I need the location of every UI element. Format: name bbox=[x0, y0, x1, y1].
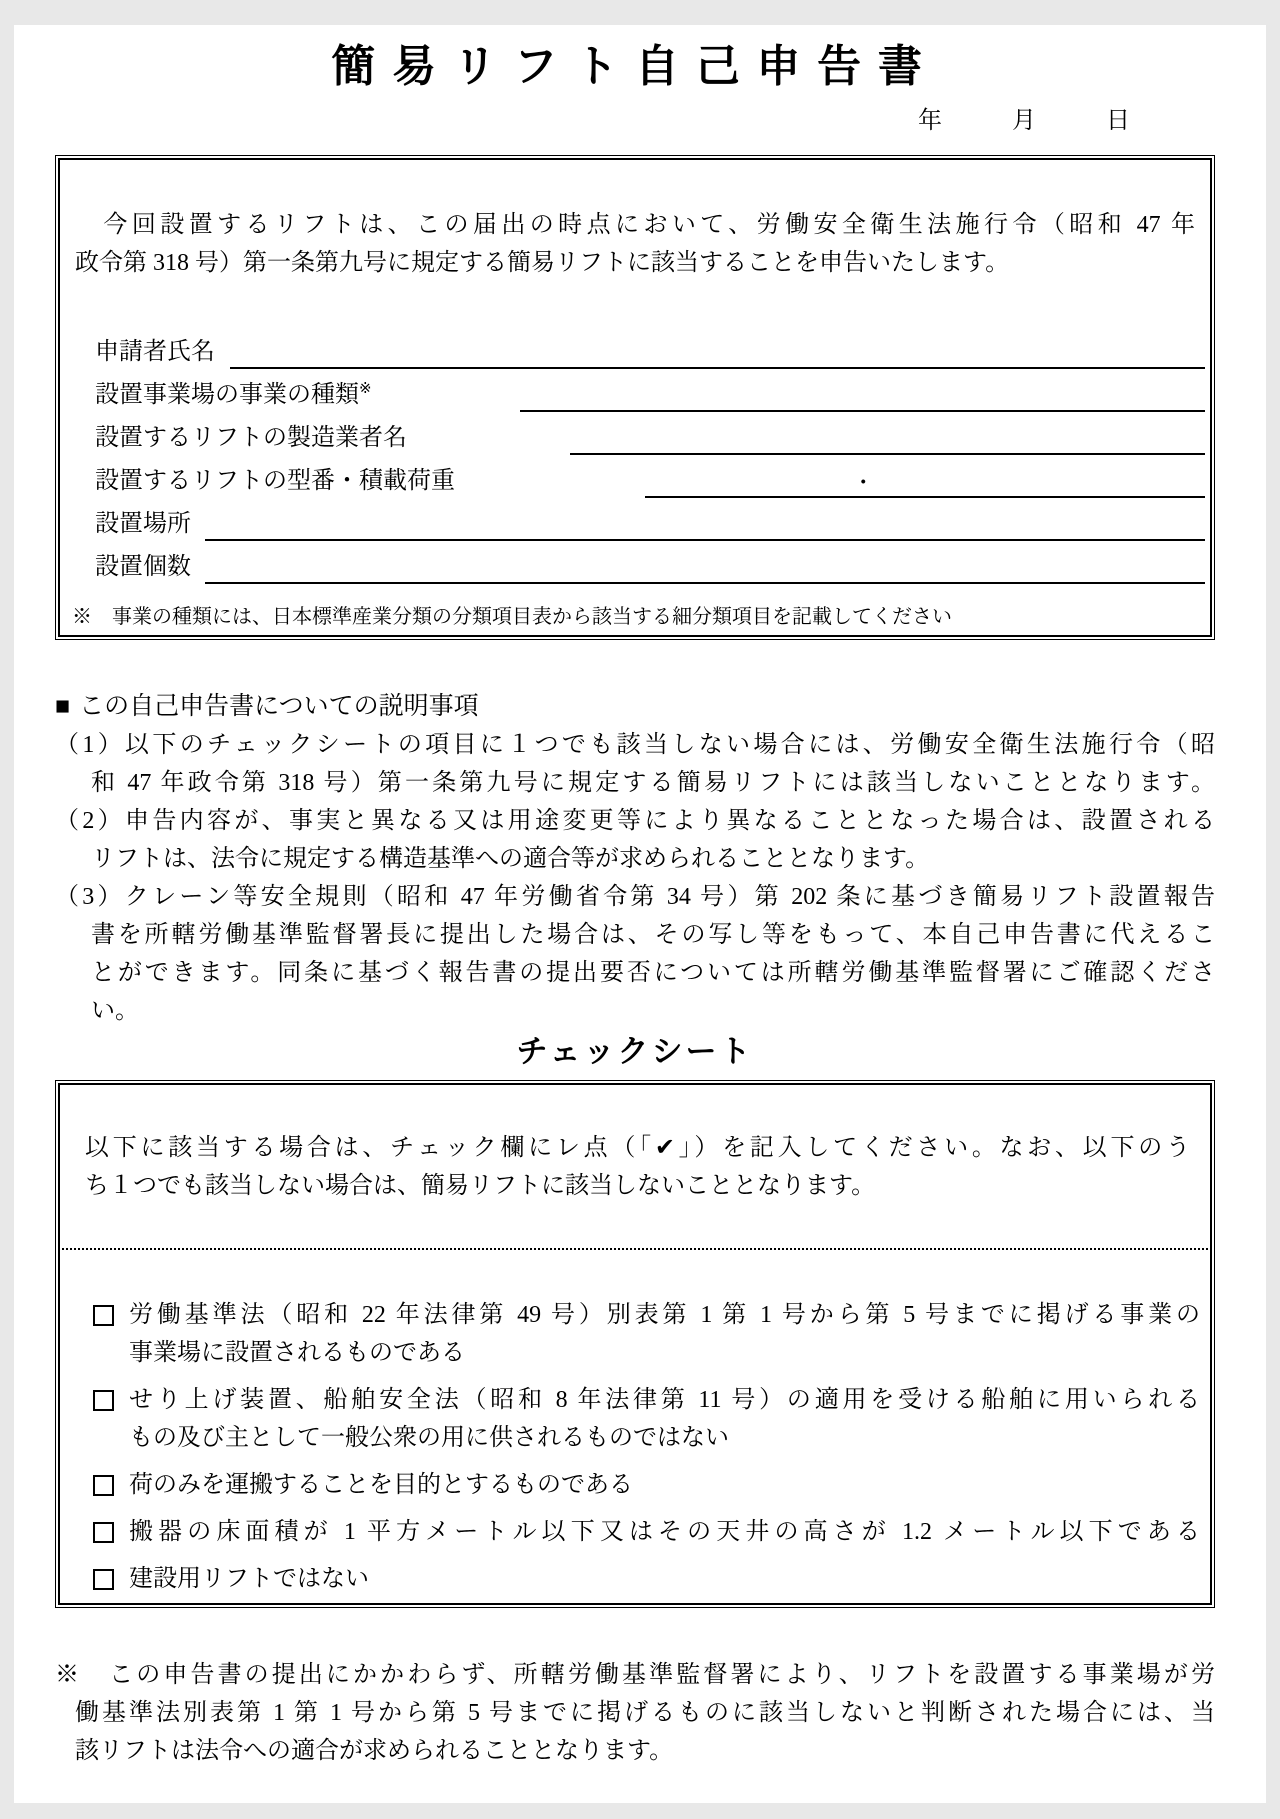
field-row-model-capacity bbox=[95, 455, 1205, 498]
install-count-label: 設置個数 bbox=[95, 554, 191, 580]
document-page bbox=[14, 25, 1266, 1803]
check-item-cargo-only bbox=[93, 1466, 1200, 1504]
black-square-icon: ■ bbox=[55, 692, 71, 720]
checkbox-cargo-only[interactable] bbox=[93, 1475, 114, 1496]
declaration-paragraph-line: 政令第 318 号）第一条第九号に規定する簡易リフトに該当することを申告いたします。 bbox=[75, 250, 1010, 276]
checkbox-floor-area[interactable] bbox=[93, 1522, 114, 1543]
business-type-label-text: 設置事業場の事業の種類 bbox=[95, 382, 359, 408]
check-list bbox=[60, 1296, 1210, 1598]
checksheet-intro-line: 以下に該当する場合は、チェック欄にレ点（「✔」）を記入してください。なお、以下のう bbox=[85, 1135, 1190, 1161]
separator-dot-icon: ・ bbox=[852, 470, 875, 495]
check-item-text: 搬器の床面積が 1 平方メートル以下又はその天井の高さが 1.2 メートル以下である bbox=[129, 1519, 1200, 1545]
explanation-heading-text: この自己申告書についての説明事項 bbox=[79, 692, 479, 720]
dotted-divider bbox=[62, 1248, 1208, 1250]
explanation-line: リフトは、法令に規定する構造基準への適合等が求められることとなります。 bbox=[91, 846, 930, 872]
install-count-input-line[interactable] bbox=[205, 582, 1205, 584]
reference-mark-icon: ※ bbox=[359, 381, 372, 397]
check-item-text: もの及び主として一般公衆の用に供されるものではない bbox=[129, 1425, 729, 1451]
declaration-box-inner bbox=[58, 158, 1212, 637]
date-year-label: 年 bbox=[918, 108, 942, 134]
declaration-fields bbox=[60, 326, 1210, 584]
applicant-name-label: 申請者氏名 bbox=[95, 339, 215, 365]
checksheet-intro bbox=[60, 1129, 1210, 1205]
checkbox-labor-standards[interactable] bbox=[93, 1305, 114, 1326]
checkbox-not-construction-lift[interactable] bbox=[93, 1569, 114, 1590]
explanation-line: （2）申告内容が、事実と異なる又は用途変更等により異なることとなった場合は、設置される bbox=[55, 808, 1215, 834]
model-capacity-label: 設置するリフトの型番・積載荷重 bbox=[95, 468, 455, 494]
explanation-line: い。 bbox=[91, 998, 139, 1024]
check-item-text: 荷のみを運搬することを目的とするものである bbox=[129, 1472, 633, 1498]
footer-note-line: ※ この申告書の提出にかかわらず、所轄労働基準監督署により、リフトを設置する事業場が労 bbox=[55, 1662, 1215, 1688]
explanation-line: とができます。同条に基づく報告書の提出要否については所轄労働基準監督署にご確認くださ bbox=[91, 960, 1215, 986]
explanation-line: 和 47 年政令第 318 号）第一条第九号に規定する簡易リフトには該当しないこととなります。 bbox=[91, 770, 1215, 796]
date-month-label: 月 bbox=[1012, 108, 1036, 134]
declaration-paragraph bbox=[60, 206, 1210, 282]
explanation-line: （1）以下のチェックシートの項目に１つでも該当しない場合には、労働安全衛生法施行令（昭 bbox=[55, 732, 1215, 758]
check-item-floor-area bbox=[93, 1513, 1200, 1551]
field-row-install-location bbox=[95, 498, 1205, 541]
explanation-heading bbox=[55, 686, 1215, 726]
explanation-section bbox=[55, 686, 1215, 1030]
checksheet-box bbox=[55, 1080, 1215, 1608]
field-row-install-count bbox=[95, 541, 1205, 584]
industry-classification-note: ※ 事業の種類には、日本標準産業分類の分類項目表から該当する細分類項目を記載してください bbox=[72, 606, 952, 628]
checksheet-box-inner bbox=[58, 1083, 1212, 1605]
date-line bbox=[55, 106, 1215, 136]
explanation-item-2 bbox=[55, 802, 1215, 878]
check-item-labor-standards bbox=[93, 1296, 1200, 1372]
check-item-text: 労働基準法（昭和 22 年法律第 49 号）別表第 1 第 1 号から第 5 号までに掲げる事業の bbox=[129, 1302, 1200, 1328]
explanation-line: 書を所轄労働基準監督署長に提出した場合は、その写し等をもって、本自己申告書に代えるこ bbox=[91, 922, 1215, 948]
explanation-item-1 bbox=[55, 726, 1215, 802]
checksheet-title: チェックシート bbox=[516, 1034, 754, 1069]
checkbox-ship-safety[interactable] bbox=[93, 1390, 114, 1411]
check-item-text: 建設用リフトではない bbox=[129, 1566, 369, 1592]
field-row-business-type bbox=[95, 369, 1205, 412]
check-item-ship-safety bbox=[93, 1381, 1200, 1457]
manufacturer-label: 設置するリフトの製造業者名 bbox=[95, 425, 407, 451]
install-location-label: 設置場所 bbox=[95, 511, 191, 537]
footer-note bbox=[55, 1656, 1215, 1770]
date-day-label: 日 bbox=[1106, 108, 1130, 134]
declaration-paragraph-line: 今回設置するリフトは、この届出の時点において、労働安全衛生法施行令（昭和 47 年 bbox=[75, 212, 1195, 238]
checksheet-intro-line: ち１つでも該当しない場合は、簡易リフトに該当しないこととなります。 bbox=[85, 1173, 876, 1199]
field-row-applicant-name bbox=[95, 326, 1205, 369]
check-item-not-construction-lift bbox=[93, 1560, 1200, 1598]
explanation-item-3 bbox=[55, 878, 1215, 1030]
declaration-box bbox=[55, 155, 1215, 640]
check-item-text: 事業場に設置されるものである bbox=[129, 1340, 465, 1366]
business-type-label bbox=[95, 374, 372, 409]
footer-note-line: 該リフトは法令への適合が求められることとなります。 bbox=[75, 1738, 674, 1764]
footer-note-line: 働基準法別表第 1 第 1 号から第 5 号までに掲げるものに該当しないと判断された場合には、当 bbox=[75, 1700, 1215, 1726]
field-row-manufacturer bbox=[95, 412, 1205, 455]
explanation-line: （3）クレーン等安全規則（昭和 47 年労働省令第 34 号）第 202 条に基づき簡易リフト設置報告 bbox=[55, 884, 1215, 910]
document-title: 簡易リフト自己申告書 bbox=[331, 42, 939, 91]
check-item-text: せり上げ装置、船舶安全法（昭和 8 年法律第 11 号）の適用を受ける船舶に用いられる bbox=[129, 1387, 1200, 1413]
